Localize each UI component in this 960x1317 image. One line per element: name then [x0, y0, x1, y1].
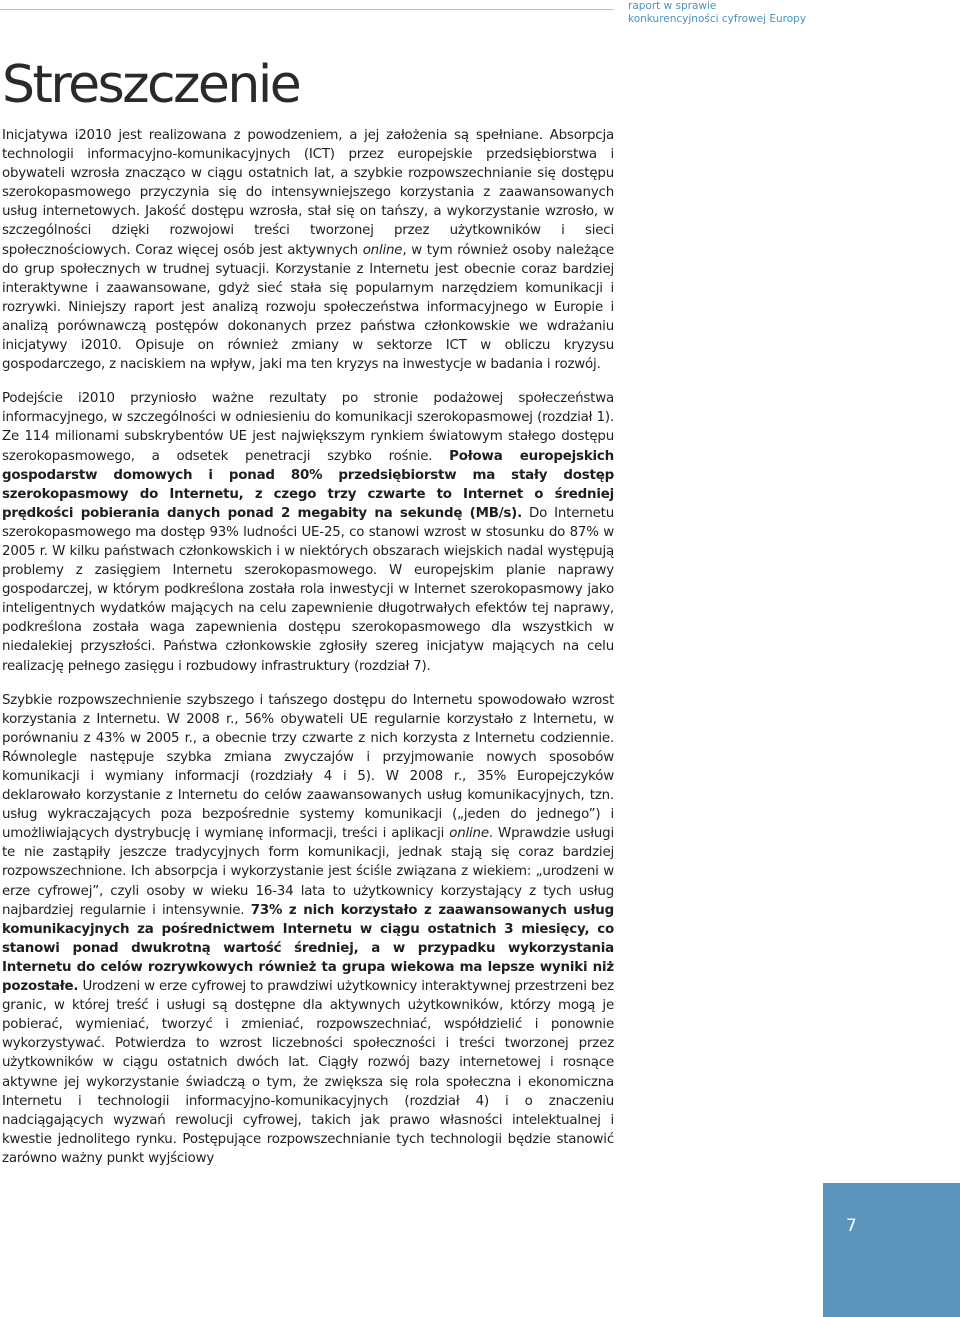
- running-header-line-1: raport w sprawie: [628, 0, 717, 12]
- header-rule: [0, 9, 614, 10]
- running-header-line-2: konkurencyjności cyfrowej Europy: [628, 13, 807, 25]
- text-run: Urodzeni w erze cyfrowej to prawdziwi użytkownicy interaktywnej przestrzeni bez granic, w której treść i usługi są dostępne dla aktywnych użytkowników, którzy mogą je pobierać, wymieniać, tworzyć i zmieniać, rozpowszechniać, współdzielić i ponownie wykorzystywać. Potwierdza to wzrost liczebności społeczności i treści tworzonej przez użytkowników w ciągu ostatnich dwóch lat. Ciągły rozwój bazy internetowej i rosnące aktywne jej wykorzystanie świadczą o tym, że zwiększa się rola społeczna i ekonomiczna Internetu i technologii informacyjno-komunikacyjnych (rozdział 4) i o znaczeniu nadciągających wyzwań rewolucji cyfrowej, takich jak prawo własności intelektualnej i kwestie jednolitego rynku. Postępujące rozpowszechnianie tych technologii będzie stanowić zarówno ważny punkt wyjściowy: [2, 979, 614, 1166]
- bold-text-run: Połowa europejskich gospodarstw domowych i ponad 80% przedsiębiorstw ma stały dostęp szerokopasmowy do Internetu, z czego trzy czwarte to Internet o średniej prędkości pobierania danych ponad 2 megabity na sekundę (MB/s).: [2, 448, 614, 521]
- text-run: . Wprawdzie usługi te nie zastąpiły jeszcze tradycyjnych form komunikacji, jednak stają się coraz bardziej rozpowszechnione. Ich absorpcja i wykorzystanie jest ściśle związana z wiekiem: „urodzeni w erze cyfrowej”, czyli osoby w wieku 16-34 lata to użytkownicy korzystający z tych usług najbardziej regularnie i intensywnie.: [2, 826, 614, 918]
- text-run: Do Internetu szerokopasmowego ma dostęp 93% ludności UE-25, co stanowi wzrost w stosunku do 87% w 2005 r. W kilku państwach członkowskich i w niektórych obszarach wiejskich nadal występują problemy z zasięgiem Internetu szerokopasmowego. W europejskim planie naprawy gospodarczej, w którym podkreślona została rola inwestycji w Internet szerokopasmowy jako inteligentnych wydatków mających na celu zapewnienie długotrwałych efektów tej naprawy, podkreślona została waga zapewnienia dostępu szerokopasmowego dla wszystkich w niedalekiej przyszłości. Państwa członkowskie zgłosiły szereg inicjatyw mających na celu realizację pełnego zasięgu i rozbudowy infrastruktury (rozdział 7).: [2, 505, 615, 674]
- text-run: Inicjatywa i2010 jest realizowana z powodzeniem, a jej założenia są spełniane. Absorpcja technologii informacyjno-komunikacyjnych (ICT) przez europejskie przedsiębiorstwa i obywateli wzrosła znacząco w ciągu ostatnich lat, a szybkie rozpowszechnianie się dostępu szerokopasmowego przyczynia się do intensywniejszego korzystania z zaawansowanych usług internetowych. Jakość dostępu wzrosła, stał się on tańszy, a wykorzystanie wzrosło, w szczególności dzięki rozwojowi treści tworzonej przez użytkowników i sieci społecznościowych. Coraz więcej osób jest aktywnych: [2, 128, 614, 258]
- body-text: [2, 126, 614, 1183]
- bold-text-run: 73% z nich korzystało z zaawansowanych usług komunikacyjnych za pośrednictwem Internetu w ciągu ostatnich 3 miesięcy, co stanowi ponad dwukrotną wartość średniej, a w przypadku wykorzystania Internetu do celów rozrywkowych również ta grupa wiekowa ma lepsze wyniki niż pozostałe.: [2, 902, 614, 995]
- page-number-box: [823, 1183, 960, 1317]
- italic-text-run: online: [362, 242, 403, 258]
- page-title: Streszczenie: [2, 55, 300, 115]
- page-number: 7: [846, 1216, 857, 1236]
- text-run: , w tym również osoby należące do grup społecznych w trudnej sytuacji. Korzystanie z Internetu jest obecnie coraz bardziej interaktywne i zaawansowane, gdyż sieć stała się popularnym narzędziem komunikacji i rozrywki. Niniejszy raport jest analizą rozwoju społeczeństwa informacyjnego w Europie i analizą porównawczą postępów dokonanych przez państwa członkowskie we wdrażaniu inicjatywy i2010. Opisuje on również zmiany w sektorze ICT w obliczu kryzysu gospodarczego, z naciskiem na wpływ, jaki ma ten kryzys na inwestycje w badania i rozwój.: [2, 242, 614, 373]
- paragraph-2: [2, 389, 614, 675]
- italic-text-run: online: [449, 826, 489, 842]
- paragraph-1: [2, 126, 614, 374]
- running-header: [628, 0, 958, 26]
- text-run: Szybkie rozpowszechnienie szybszego i tańszego dostępu do Internetu spowodowało wzrost korzystania z Internetu. W 2008 r., 56% obywateli UE regularnie korzystało z Internetu, w porównaniu z 43% w 2005 r., a obecnie trzy czwarte z nich korzysta z Internetu codziennie. Równolegle następuje szybka zmiana zwyczajów i przyjmowanie nowych sposobów komunikacji i wymiany informacji (rozdziały 4 i 5). W 2008 r., 35% Europejczyków deklarowało korzystanie z Internetu do celów zaawansowanych usług komunikacyjnych, tzn. usług wykraczających poza bezpośrednie systemy komunikacji („jeden do jednego”) i umożliwiających dystrybucję i wymianę informacji, treści i aplikacji: [2, 692, 614, 842]
- paragraph-3: [2, 691, 614, 1168]
- text-run: Podejście i2010 przyniosło ważne rezultaty po stronie podażowej społeczeństwa informacyjnego, w szczególności w odniesieniu do komunikacji szerokopasmowej (rozdział 1). Ze 114 milionami subskrybentów UE jest największym rynkiem światowym stałego dostępu szerokopasmowego, a odsetek penetracji szybko rośnie.: [2, 391, 614, 464]
